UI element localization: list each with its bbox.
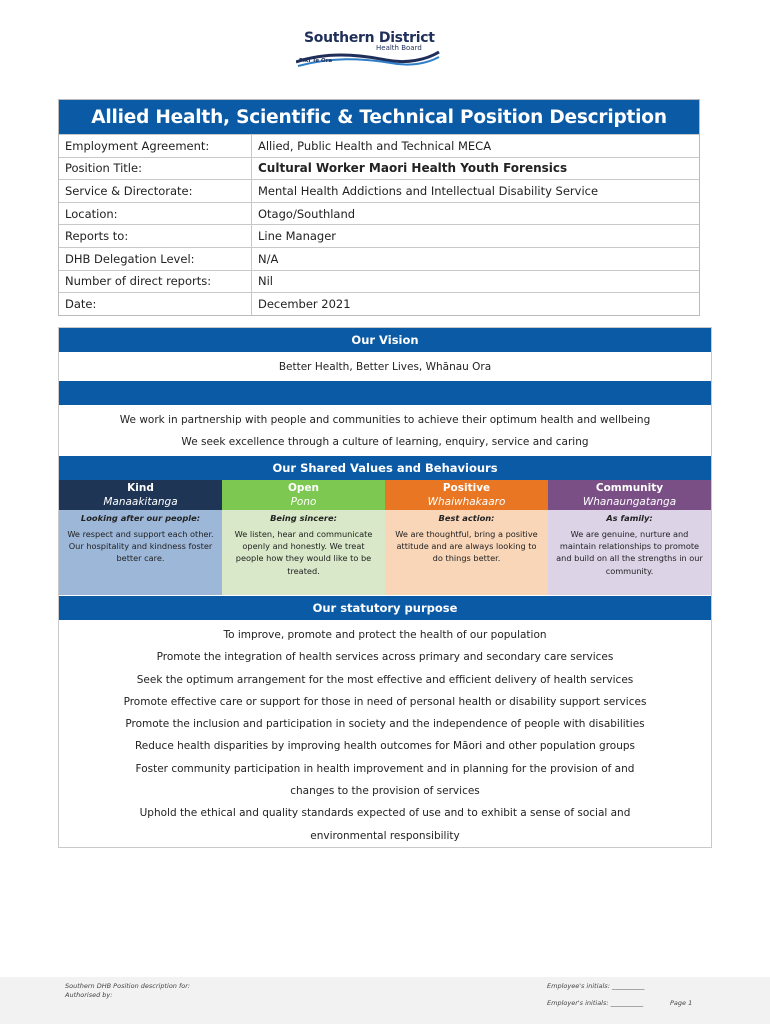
logo-name: Southern District [304,30,435,46]
value-header [59,480,222,510]
row-value: Allied, Public Health and Technical MECA [258,138,492,153]
purpose-line: Promote the integration of health services across primary and secondary care services [156,651,614,664]
value-positive [385,480,548,595]
table-row [59,202,699,225]
value-maori: Whanaungatanga [582,495,677,508]
row-label: Position Title: [59,158,252,180]
row-label: Service & Directorate: [59,180,252,202]
row-value: Line Manager [258,229,337,244]
value-maori: Whaiwhakaaro [427,495,506,508]
footer-position-description: Southern DHB Position description for: [65,982,191,990]
value-text: We respect and support each other. Our hospitality and kindness foster better care. [67,529,214,564]
value-name: Positive [442,481,491,494]
value-body [59,510,222,595]
value-body [548,510,711,595]
value-header [222,480,385,510]
page-footer [0,977,770,1024]
value-maori: Pono [290,495,317,508]
table-row [59,292,699,315]
sdhb-logo [296,30,441,72]
table-row [59,247,699,270]
purpose-line: changes to the provision of services [290,785,480,798]
value-text: We are thoughtful, bring a positive attitude and are always looking to do things better. [395,529,538,564]
value-body [222,510,385,595]
purpose-line: Uphold the ethical and quality standards expected of use and to exhibit a sense of social and [139,807,631,820]
value-community [548,480,711,595]
value-header [385,480,548,510]
value-header [548,480,711,510]
row-value: Mental Health Addictions and Intellectual Disability Service [258,183,599,198]
row-label: Location: [59,203,252,225]
value-open [222,480,385,595]
row-value: Nil [258,274,273,289]
table-row [59,134,699,157]
value-maori: Manaakitanga [103,495,178,508]
row-value: Otago/Southland [258,206,356,221]
row-label: Number of direct reports: [59,271,252,293]
document-title: Allied Health, Scientific & Technical Position Description [59,100,699,134]
value-heading: As family: [606,513,653,523]
purpose-line: Seek the optimum arrangement for the most effective and efficient delivery of health services [136,673,634,686]
employer-initials: Employer's initials: __________ [547,999,644,1007]
table-row [59,179,699,202]
purpose-line: Foster community participation in health improvement and in planning for the provision of and [135,762,635,775]
row-value: December 2021 [258,296,351,311]
purpose-heading: Our statutory purpose [59,596,711,620]
vision-heading: Our Vision [59,328,711,352]
purpose-line: To improve, promote and protect the health of our population [223,629,547,641]
row-label: Date: [59,293,252,315]
value-heading: Looking after our people: [80,513,201,523]
value-kind [59,480,222,595]
purpose-line: Promote the inclusion and participation in society and the independence of people with disabilities [125,718,645,731]
logo-sub: Health Board [376,44,422,52]
purpose-line: Promote effective care or support for those in need of personal health or disability support services [123,695,647,708]
mission-heading-band [59,381,711,405]
position-details-table [58,99,700,316]
row-label: DHB Delegation Level: [59,248,252,270]
logo-tagline: Piki Te Ora [299,58,333,64]
purpose-line: Reduce health disparities by improving health outcomes for Māori and other population groups [134,740,636,753]
value-name: Community [595,481,664,494]
row-label: Employment Agreement: [59,135,252,157]
value-heading: Being sincere: [270,513,337,523]
value-text: We listen, hear and communicate openly and honestly. We treat people how they would like to be treated. [234,529,373,576]
table-row [59,270,699,293]
values-heading: Our Shared Values and Behaviours [59,456,711,480]
value-body [385,510,548,595]
page-number: Page 1 [670,999,693,1007]
footer-authorised-by: Authorised by: [65,991,113,999]
purpose-line: environmental responsibility [310,829,460,842]
table-row [59,157,699,180]
purpose-list [59,626,711,849]
vision-text: Better Health, Better Lives, Whānau Ora [278,361,492,373]
value-heading: Best action: [438,513,495,523]
position-title-value: Cultural Worker Maori Health Youth Forensics [258,161,568,176]
value-name: Open [287,481,320,494]
value-text: We are genuine, nurture and maintain relationships to promote and build on all the strengths in our community. [556,529,703,576]
value-name: Kind [127,481,154,494]
mission-line: We seek excellence through a culture of learning, enquiry, service and caring [181,436,589,448]
row-label: Reports to: [59,225,252,247]
row-value: N/A [258,251,279,266]
employee-initials: Employee's initials: __________ [547,982,645,990]
organisation-section [58,327,712,848]
table-row [59,224,699,247]
values-grid [59,480,711,595]
mission-line: We work in partnership with people and communities to achieve their optimum health and wellbeing [119,414,651,426]
